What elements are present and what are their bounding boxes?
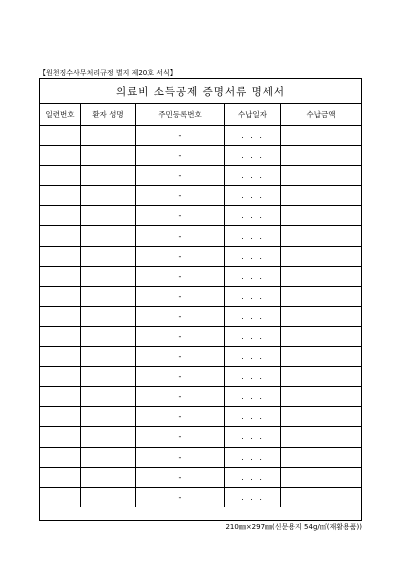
payment-amount-cell[interactable] <box>281 326 362 346</box>
resident-number-cell[interactable]: - <box>136 186 225 206</box>
table-row <box>40 347 361 367</box>
resident-number-cell[interactable]: - <box>136 286 225 306</box>
payment-amount-cell[interactable] <box>281 226 362 246</box>
payment-date-cell[interactable]: . . . <box>225 427 281 447</box>
payment-amount-cell[interactable] <box>281 367 362 387</box>
table-row <box>40 146 361 166</box>
patient-name-cell[interactable] <box>81 407 136 427</box>
serial-cell[interactable] <box>40 487 81 507</box>
payment-amount-cell[interactable] <box>281 306 362 326</box>
serial-cell[interactable] <box>40 427 81 447</box>
table-row <box>40 326 361 346</box>
form-reference: 【원천징수사무처리규정 별지 제20호 서식】 <box>39 69 177 77</box>
payment-date-cell[interactable]: . . . <box>225 146 281 166</box>
table-row <box>40 427 361 447</box>
resident-number-cell[interactable]: - <box>136 347 225 367</box>
serial-cell[interactable] <box>40 306 81 326</box>
table-row <box>40 286 361 306</box>
table-row <box>40 186 361 206</box>
payment-date-cell[interactable]: . . . <box>225 226 281 246</box>
payment-amount-cell[interactable] <box>281 286 362 306</box>
patient-name-cell[interactable] <box>81 206 136 226</box>
patient-name-cell[interactable] <box>81 427 136 447</box>
resident-number-cell[interactable]: - <box>136 246 225 266</box>
header-patient-name: 환자 성명 <box>81 104 136 126</box>
payment-date-cell[interactable]: . . . <box>225 306 281 326</box>
payment-amount-cell[interactable] <box>281 487 362 507</box>
patient-name-cell[interactable] <box>81 487 136 507</box>
payment-date-cell[interactable]: . . . <box>225 206 281 226</box>
payment-date-cell[interactable]: . . . <box>225 326 281 346</box>
payment-amount-cell[interactable] <box>281 387 362 407</box>
serial-cell[interactable] <box>40 146 81 166</box>
header-serial: 일련번호 <box>40 104 81 126</box>
resident-number-cell[interactable]: - <box>136 407 225 427</box>
resident-number-cell[interactable]: - <box>136 326 225 346</box>
table-row <box>40 467 361 487</box>
payment-date-cell[interactable]: . . . <box>225 286 281 306</box>
patient-name-cell[interactable] <box>81 246 136 266</box>
header-payment-amount: 수납금액 <box>281 104 362 126</box>
payment-date-cell[interactable]: . . . <box>225 367 281 387</box>
patient-name-cell[interactable] <box>81 186 136 206</box>
patient-name-cell[interactable] <box>81 286 136 306</box>
payment-amount-cell[interactable] <box>281 166 362 186</box>
payment-amount-cell[interactable] <box>281 447 362 467</box>
statement-table <box>40 104 361 507</box>
table-row <box>40 387 361 407</box>
serial-cell[interactable] <box>40 367 81 387</box>
patient-name-cell[interactable] <box>81 226 136 246</box>
table-body <box>40 126 361 507</box>
payment-date-cell[interactable]: . . . <box>225 166 281 186</box>
table-row <box>40 447 361 467</box>
payment-date-cell[interactable]: . . . <box>225 447 281 467</box>
resident-number-cell[interactable]: - <box>136 126 225 146</box>
serial-cell[interactable] <box>40 166 81 186</box>
resident-number-cell[interactable]: - <box>136 487 225 507</box>
serial-cell[interactable] <box>40 266 81 286</box>
serial-cell[interactable] <box>40 467 81 487</box>
payment-amount-cell[interactable] <box>281 186 362 206</box>
serial-cell[interactable] <box>40 326 81 346</box>
patient-name-cell[interactable] <box>81 126 136 146</box>
serial-cell[interactable] <box>40 387 81 407</box>
payment-amount-cell[interactable] <box>281 347 362 367</box>
table-row <box>40 306 361 326</box>
payment-date-cell[interactable]: . . . <box>225 347 281 367</box>
patient-name-cell[interactable] <box>81 306 136 326</box>
payment-date-cell[interactable]: . . . <box>225 467 281 487</box>
table-row <box>40 266 361 286</box>
table-row <box>40 206 361 226</box>
serial-cell[interactable] <box>40 407 81 427</box>
payment-amount-cell[interactable] <box>281 146 362 166</box>
patient-name-cell[interactable] <box>81 266 136 286</box>
resident-number-cell[interactable]: - <box>136 166 225 186</box>
patient-name-cell[interactable] <box>81 166 136 186</box>
payment-amount-cell[interactable] <box>281 126 362 146</box>
table-row <box>40 166 361 186</box>
resident-number-cell[interactable]: - <box>136 226 225 246</box>
resident-number-cell[interactable]: - <box>136 427 225 447</box>
payment-date-cell[interactable]: . . . <box>225 126 281 146</box>
resident-number-cell[interactable]: - <box>136 206 225 226</box>
resident-number-cell[interactable]: - <box>136 387 225 407</box>
table-row <box>40 487 361 507</box>
resident-number-cell[interactable]: - <box>136 266 225 286</box>
patient-name-cell[interactable] <box>81 387 136 407</box>
table-header-row <box>40 104 361 126</box>
table-row <box>40 407 361 427</box>
patient-name-cell[interactable] <box>81 347 136 367</box>
payment-amount-cell[interactable] <box>281 246 362 266</box>
resident-number-cell[interactable]: - <box>136 447 225 467</box>
form-title: 의료비 소득공제 증명서류 명세서 <box>40 79 361 104</box>
resident-number-cell[interactable]: - <box>136 306 225 326</box>
payment-date-cell[interactable]: . . . <box>225 487 281 507</box>
payment-amount-cell[interactable] <box>281 427 362 447</box>
header-resident-number: 주민등록번호 <box>136 104 225 126</box>
payment-amount-cell[interactable] <box>281 467 362 487</box>
header-payment-date: 수납일자 <box>225 104 281 126</box>
payment-amount-cell[interactable] <box>281 206 362 226</box>
resident-number-cell[interactable]: - <box>136 467 225 487</box>
payment-date-cell[interactable]: . . . <box>225 246 281 266</box>
paper-spec: 210㎜×297㎜(신문용지 54g/㎡(재활용품)) <box>225 523 362 531</box>
table-row <box>40 367 361 387</box>
serial-cell[interactable] <box>40 347 81 367</box>
patient-name-cell[interactable] <box>81 146 136 166</box>
payment-date-cell[interactable]: . . . <box>225 186 281 206</box>
payment-date-cell[interactable]: . . . <box>225 387 281 407</box>
serial-cell[interactable] <box>40 126 81 146</box>
payment-date-cell[interactable]: . . . <box>225 266 281 286</box>
payment-amount-cell[interactable] <box>281 407 362 427</box>
table-row <box>40 246 361 266</box>
table-row <box>40 226 361 246</box>
serial-cell[interactable] <box>40 206 81 226</box>
payment-amount-cell[interactable] <box>281 266 362 286</box>
table-row <box>40 126 361 146</box>
patient-name-cell[interactable] <box>81 326 136 346</box>
serial-cell[interactable] <box>40 226 81 246</box>
resident-number-cell[interactable]: - <box>136 146 225 166</box>
patient-name-cell[interactable] <box>81 467 136 487</box>
resident-number-cell[interactable]: - <box>136 367 225 387</box>
serial-cell[interactable] <box>40 447 81 467</box>
payment-date-cell[interactable]: . . . <box>225 407 281 427</box>
form-container <box>39 78 362 521</box>
serial-cell[interactable] <box>40 286 81 306</box>
serial-cell[interactable] <box>40 246 81 266</box>
serial-cell[interactable] <box>40 186 81 206</box>
patient-name-cell[interactable] <box>81 367 136 387</box>
patient-name-cell[interactable] <box>81 447 136 467</box>
